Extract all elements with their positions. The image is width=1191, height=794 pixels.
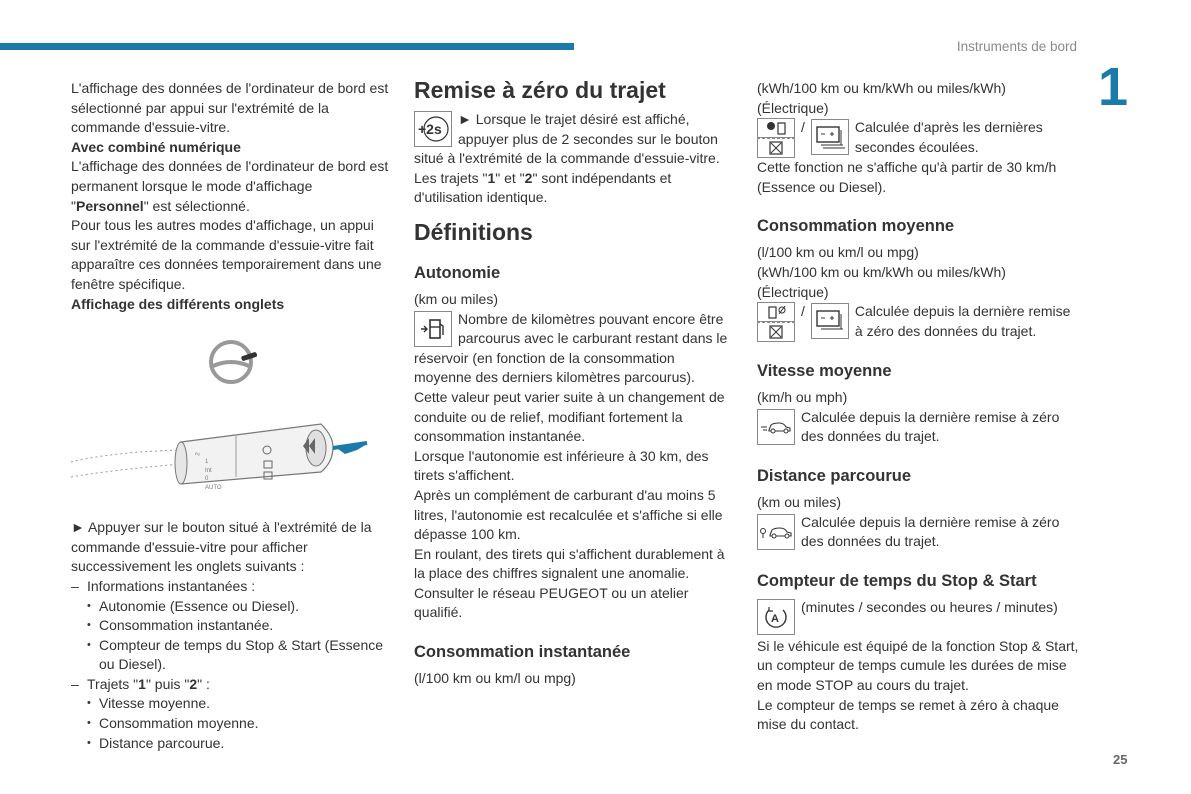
instantanee-unit: (l/100 km ou km/l ou mpg) — [414, 670, 576, 687]
stop-start-paragraph-1: Si le véhicule est équipé de la fonction Stop & Start, un compteur de temps cumule les durées de mise en mode STOP au cours du trajet. — [757, 637, 1079, 693]
heading-consommation-moyenne: Consommation moyenne — [757, 217, 955, 236]
battery-instant-icon — [811, 119, 849, 155]
autonomie-unit: (km ou miles) — [414, 290, 499, 307]
heading-remise: Remise à zéro du trajet — [414, 77, 666, 103]
stop-start-icon — [757, 599, 795, 635]
heading-stop-start: Compteur de temps du Stop & Start — [757, 571, 1037, 590]
heading-consommation-instantanee: Consommation instantanée — [414, 643, 631, 662]
list-item: • Consommation moyenne. — [87, 714, 393, 734]
fuel-average-icon — [757, 302, 795, 342]
moyenne-unit-2: (kWh/100 km ou km/kWh ou miles/kWh) — [757, 263, 1006, 280]
instantanee-paragraph-1: Calculée d'après les dernières secondes écoulées. — [854, 119, 1043, 155]
vitesse-unit: (km/h ou mph) — [757, 389, 848, 406]
car-speed-icon — [757, 409, 795, 445]
moyenne-paragraph-1: Calculée depuis la dernière remise à zéro des données du trajet. — [854, 303, 1071, 339]
battery-average-icon — [811, 303, 849, 339]
stalk-label-0: 0 — [205, 476, 209, 483]
instantanee-paragraph-2: Cette fonction ne s'affiche qu'à partir de 30 km/h (Essence ou Diesel). — [757, 159, 1057, 195]
car-distance-icon — [757, 514, 795, 550]
distance-paragraph: Calculée depuis la dernière remise à zéro des données du trajet. — [801, 513, 1060, 550]
subheading-combine: Avec combiné numérique — [71, 138, 241, 155]
list-item: • Consommation instantanée. — [87, 616, 393, 636]
list-item: – Informations instantanées : • Autonomie (Essence ou Diesel). • Consommation instantanée. • Compteur de temps du Stop & Start (Essence ou Diesel). — [71, 577, 393, 675]
autonomie-paragraph-5: En roulant, des tirets qui s'affichent durablement à la place des chiffres signalent une anomalie. Consulter le réseau PEUGEOT ou un atelier qualifié. — [414, 545, 725, 621]
fuel-instant-icon — [757, 118, 795, 158]
stalk-label-auto: AUTO — [205, 485, 222, 492]
instantanee-electric-label: (Électrique) — [757, 99, 829, 116]
tabs-list — [71, 577, 393, 753]
subheading-onglets: Affichage des différents onglets — [71, 295, 285, 312]
autonomie-paragraph-3: Lorsque l'autonomie est inférieure à 30 km, des tirets s'affichent. — [414, 447, 709, 484]
heading-distance-parcourue: Distance parcourue — [757, 466, 912, 485]
heading-definitions: Définitions — [414, 218, 533, 245]
heading-vitesse-moyenne: Vitesse moyenne — [757, 362, 892, 381]
stalk-label-2: 2 — [195, 452, 202, 457]
remise-paragraph: ► Lorsque le trajet désiré est affiché, appuyer plus de 2 secondes sur le bouton situé à l'extrémité de la commande d'essuie-vitre. — [414, 111, 720, 167]
wiper-stalk-drawing — [71, 332, 371, 502]
wiper-stalk-illustration — [71, 332, 371, 502]
fuel-range-icon — [414, 311, 452, 347]
stop-start-paragraph-2: Le compteur de temps se remet à zéro à chaque mise du contact. — [757, 696, 1059, 733]
stalk-label-1: 1 — [205, 459, 209, 466]
column-3 — [757, 79, 1082, 735]
intro-paragraph: L'affichage des données de l'ordinateur de bord est sélectionné par appui sur l'extrémité de la commande d'essuie-vitre. — [71, 80, 389, 136]
chapter-number: 1 — [1098, 57, 1129, 117]
list-item: – Trajets "1" puis "2" : • Vitesse moyenne. • Consommation moyenne. • Distance parcourue. — [71, 675, 393, 753]
list-item: • Distance parcourue. — [87, 734, 393, 754]
other-modes-paragraph: Pour tous les autres modes d'affichage, un appui sur l'extrémité de la commande d'essuie-vitre fait apparaître ces données temporairement dans une fenêtre spécifique. — [71, 217, 382, 292]
moyenne-unit-1: (l/100 km ou km/l ou mpg) — [757, 244, 919, 261]
plus-2s-label: +2s — [418, 121, 442, 137]
list-item: • Autonomie (Essence ou Diesel). — [87, 597, 393, 617]
autonomie-paragraph-2: Cette valeur peut varier suite à un changement de conduite ou de relief, modifiant fortement la consommation instantanée. — [414, 388, 725, 445]
page-number: 25 — [1113, 752, 1128, 767]
list-item: • Compteur de temps du Stop & Start (Essence ou Diesel). — [87, 636, 393, 675]
distance-unit: (km ou miles) — [757, 493, 842, 510]
svg-text:A: A — [771, 612, 779, 625]
column-1 — [71, 79, 393, 753]
autonomie-paragraph-4: Après un complément de carburant d'au moins 5 litres, l'autonomie est recalculée et s'affiche si elle dépasse 100 km. — [414, 486, 723, 543]
vitesse-paragraph: Calculée depuis la dernière remise à zéro des données du trajet. — [801, 408, 1060, 445]
slash-separator: / — [801, 119, 805, 136]
moyenne-electric-label: (Électrique) — [757, 283, 829, 300]
header-accent-bar — [0, 43, 574, 50]
press-button-paragraph: ► Appuyer sur le bouton situé à l'extrémité de la commande d'essuie-vitre pour afficher successivement les onglets suivants : — [71, 519, 372, 575]
stop-start-unit: (minutes / secondes ou heures / minutes) — [801, 598, 1058, 615]
instantanee-unit-electric: (kWh/100 km ou km/kWh ou miles/kWh) — [757, 80, 1006, 96]
column-2 — [414, 76, 736, 689]
combine-paragraph: L'affichage des données de l'ordinateur de bord est permanent lorsque le mode d'affichage "Personnel" est sélectionné. — [71, 158, 389, 214]
plus-2s-icon — [414, 111, 452, 147]
autonomie-paragraph-1: Nombre de kilomètres pouvant encore être parcourus avec le carburant restant dans le réservoir (en fonction de la consommation moyenne des derniers kilomètres parcourus). — [414, 310, 728, 386]
stalk-label-int: Int — [205, 468, 212, 475]
trajets-paragraph: Les trajets "1" et "2" sont indépendants et d'utilisation identique. — [414, 169, 672, 206]
slash-separator: / — [801, 303, 805, 320]
heading-autonomie: Autonomie — [414, 263, 501, 282]
list-item: • Vitesse moyenne. — [87, 694, 393, 714]
section-title: Instruments de bord — [956, 39, 1077, 54]
steering-wheel-icon — [211, 342, 258, 382]
